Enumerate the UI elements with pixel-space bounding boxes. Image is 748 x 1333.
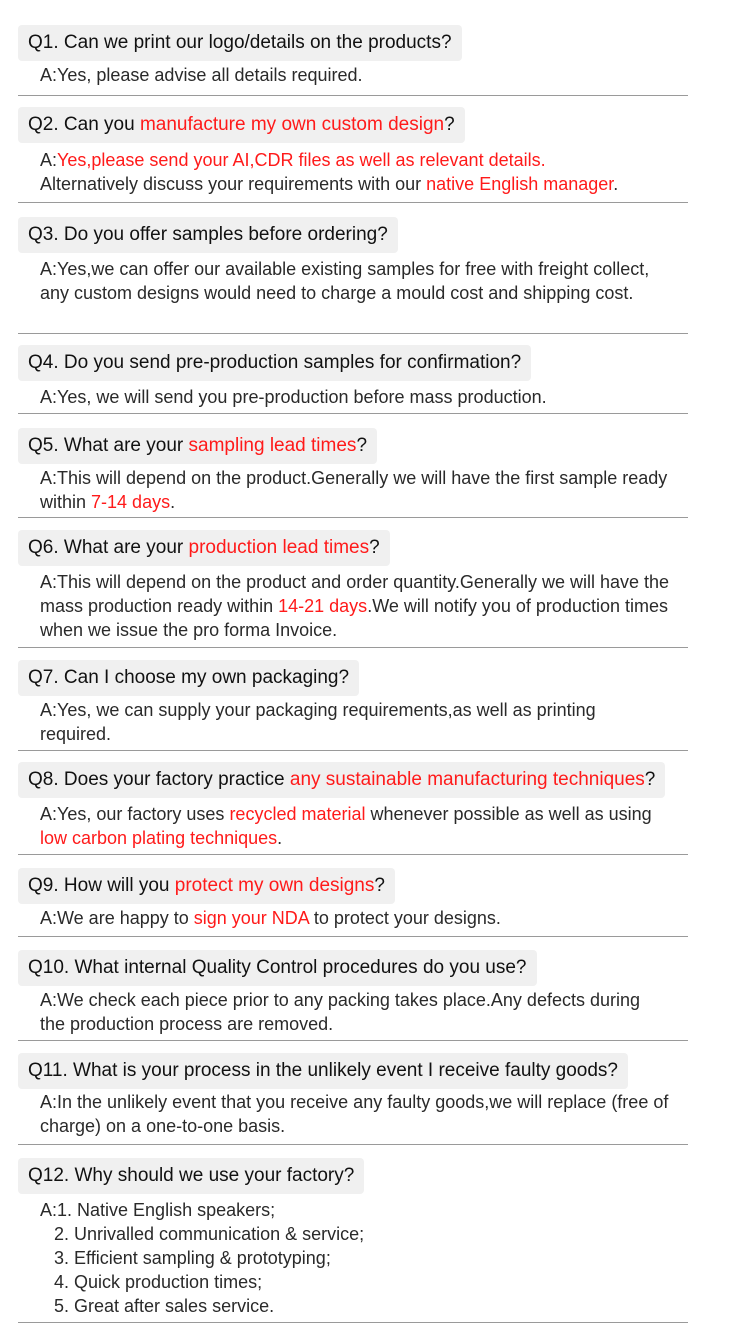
question-1: Q1. Can we print our logo/details on the products? xyxy=(18,25,462,61)
answer-2: A:Yes,please send your AI,CDR files as well as relevant details. Alternatively discuss your requirements with our native English manager. xyxy=(40,150,619,194)
question-11: Q11. What is your process in the unlikely event I receive faulty goods? xyxy=(18,1053,628,1089)
answer-10: A:We check each piece prior to any packing takes place.Any defects during the production process are removed. xyxy=(40,990,641,1034)
question-4: Q4. Do you send pre-production samples for confirmation? xyxy=(18,345,531,381)
answer-1: A:Yes, please advise all details required. xyxy=(40,65,363,85)
question-7: Q7. Can I choose my own packaging? xyxy=(18,660,359,696)
divider xyxy=(18,1040,688,1041)
answer-line: 3. Efficient sampling & prototyping; xyxy=(54,1248,331,1268)
divider xyxy=(18,1322,688,1323)
divider xyxy=(18,647,688,648)
question-2: Q2. Can you manufacture my own custom design? xyxy=(18,107,465,143)
answer-7: A:Yes, we can supply your packaging requirements,as well as printing required. xyxy=(40,700,596,744)
answer-line: A:1. Native English speakers; xyxy=(40,1200,276,1220)
answer-line: 4. Quick production times; xyxy=(54,1272,263,1292)
question-5: Q5. What are your sampling lead times? xyxy=(18,428,377,464)
divider xyxy=(18,413,688,414)
divider xyxy=(18,854,688,855)
answer-8: A:Yes, our factory uses recycled material whenever possible as well as using low carbon plating techniques. xyxy=(40,804,652,848)
question-12: Q12. Why should we use your factory? xyxy=(18,1158,364,1194)
answer-11: A:In the unlikely event that you receive any faulty goods,we will replace (free of charge) on a one-to-one basis. xyxy=(40,1092,669,1136)
divider xyxy=(18,202,688,203)
answer-line: 5. Great after sales service. xyxy=(54,1296,275,1316)
divider xyxy=(18,1144,688,1145)
answer-5: A:This will depend on the product.Generally we will have the first sample ready within 7-14 days. xyxy=(40,468,668,512)
question-8: Q8. Does your factory practice any sustainable manufacturing techniques? xyxy=(18,762,665,798)
question-10: Q10. What internal Quality Control procedures do you use? xyxy=(18,950,537,986)
divider xyxy=(18,333,688,334)
answer-12 xyxy=(40,1198,710,1318)
question-3: Q3. Do you offer samples before ordering? xyxy=(18,217,398,253)
divider xyxy=(18,936,688,937)
answer-line: 2. Unrivalled communication & service; xyxy=(54,1224,365,1244)
question-6: Q6. What are your production lead times? xyxy=(18,530,390,566)
divider xyxy=(18,517,688,518)
answer-4: A:Yes, we will send you pre-production before mass production. xyxy=(40,387,547,407)
divider xyxy=(18,750,688,751)
answer-9: A:We are happy to sign your NDA to protect your designs. xyxy=(40,908,501,928)
divider xyxy=(18,95,688,96)
answer-6: A:This will depend on the product and order quantity.Generally we will have the mass production ready within 14-21 days.We will notify you of production times when we issue the pro forma Invoice. xyxy=(40,572,670,640)
question-9: Q9. How will you protect my own designs? xyxy=(18,868,395,904)
answer-3: A:Yes,we can offer our available existing samples for free with freight collect, any custom designs would need to charge a mould cost and shipping cost. xyxy=(40,259,650,303)
